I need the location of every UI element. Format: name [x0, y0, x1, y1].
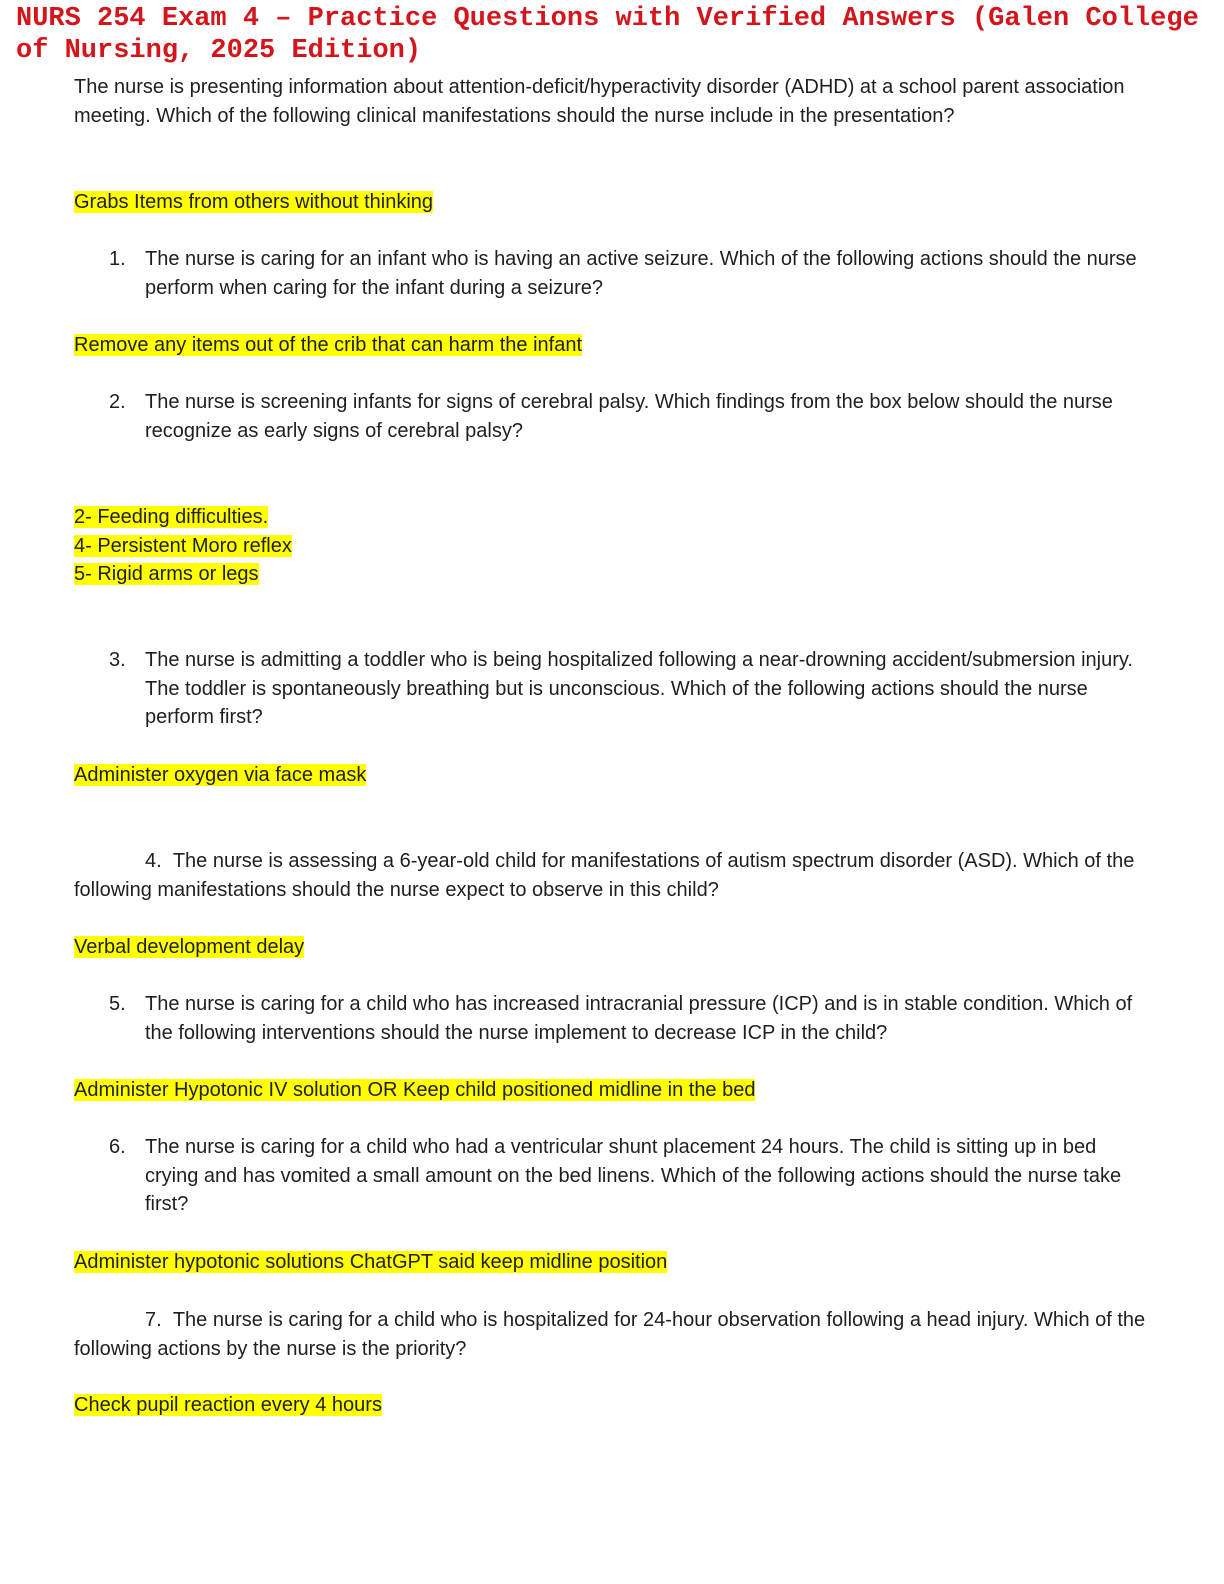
answer-highlight: Administer hypotonic solutions ChatGPT said keep midline position — [74, 1251, 668, 1273]
intro-answer — [74, 188, 1174, 217]
question-text: The nurse is admitting a toddler who is being hospitalized following a near-drowning accident/submersion injury. The toddler is spontaneously breathing but is unconscious. Which of the following actions should the nurse perform first? — [145, 649, 1133, 729]
answer-highlight: 2- Feeding difficulties. — [74, 506, 269, 528]
answer-highlight: Remove any items out of the crib that can harm the infant — [74, 334, 583, 356]
question-number: 7. — [145, 1309, 162, 1331]
answer-6 — [74, 1248, 1174, 1277]
question-item-7 — [74, 1306, 1154, 1363]
question-item-4 — [74, 847, 1154, 904]
question-number: 2. — [109, 391, 126, 413]
question-text: The nurse is caring for a child who has increased intracranial pressure (ICP) and is in stable condition. Which of the following interventions should the nurse implement to decrease ICP in the child? — [145, 993, 1133, 1044]
question-text: The nurse is caring for an infant who is having an active seizure. Which of the following actions should the nurse perform when caring for the infant during a seizure? — [145, 248, 1137, 299]
answer-5 — [74, 1076, 1174, 1105]
answer-7 — [74, 1391, 1174, 1420]
question-item-1 — [74, 245, 1154, 302]
answer-highlight: 5- Rigid arms or legs — [74, 563, 259, 586]
question-item-6 — [74, 1133, 1154, 1219]
answer-2 — [74, 503, 1174, 589]
question-number: 3. — [109, 649, 126, 671]
answer-4 — [74, 933, 1174, 962]
question-item-3 — [74, 646, 1154, 732]
question-text: The nurse is caring for a child who is hospitalized for 24-hour observation following a head injury. Which of the following actions by the nurse is the priority? — [74, 1309, 1146, 1360]
question-number: 6. — [109, 1136, 126, 1158]
question-item-5 — [74, 990, 1154, 1047]
answer-highlight: Grabs Items from others without thinking — [74, 191, 434, 213]
intro-question: The nurse is presenting information about attention-deficit/hyperactivity disorder (ADHD) at a school parent association meeting. Which of the following clinical manifestations should the nurse include in the presentation? — [74, 76, 1125, 127]
answer-highlight: Administer Hypotonic IV solution OR Keep child positioned midline in the bed — [74, 1079, 756, 1101]
answer-highlight: Check pupil reaction every 4 hours — [74, 1394, 382, 1416]
question-number: 5. — [109, 993, 126, 1015]
question-number: 1. — [109, 248, 126, 270]
answer-1 — [74, 331, 1174, 360]
question-text: The nurse is assessing a 6-year-old child for manifestations of autism spectrum disorder (ASD). Which of the following manifestations should the nurse expect to observe in this child? — [74, 850, 1135, 901]
question-number: 4. — [145, 850, 162, 872]
question-text: The nurse is caring for a child who had a ventricular shunt placement 24 hours. The child is sitting up in bed crying and has vomited a small amount on the bed linens. Which of the following actions should the nurse take first? — [145, 1136, 1122, 1216]
page-title: NURS 254 Exam 4 – Practice Questions with Verified Answers (Galen College of Nursing, 2025 Edition) — [16, 4, 1199, 66]
answer-3 — [74, 761, 1174, 790]
answer-highlight: 4- Persistent Moro reflex — [74, 534, 292, 557]
question-item-2 — [74, 388, 1154, 445]
question-text: The nurse is screening infants for signs of cerebral palsy. Which findings from the box below should the nurse recognize as early signs of cerebral palsy? — [145, 391, 1113, 442]
answer-highlight: Administer oxygen via face mask — [74, 764, 367, 786]
answer-highlight: Verbal development delay — [74, 936, 305, 958]
